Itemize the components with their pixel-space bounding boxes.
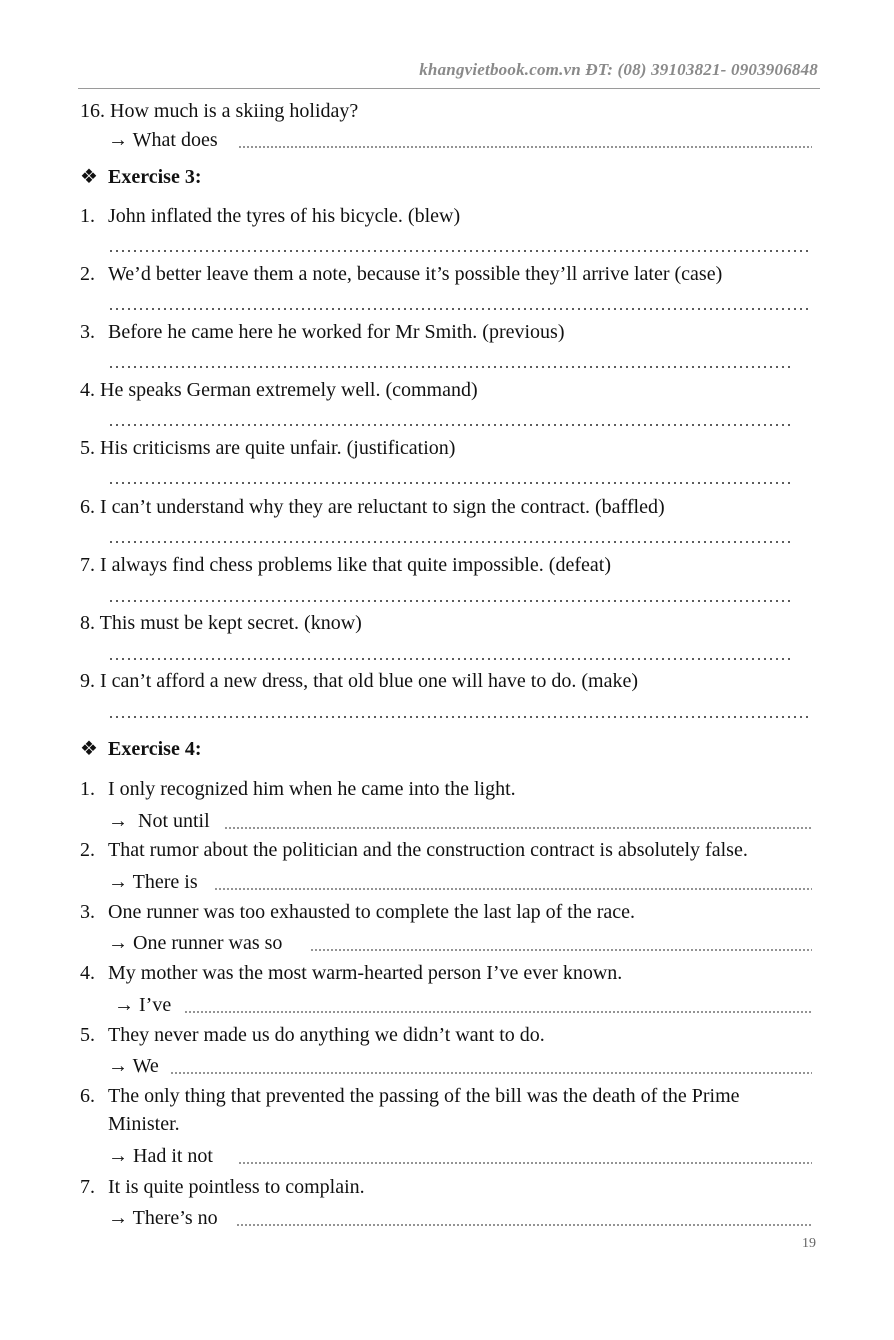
ex3-item: 9. I can’t afford a new dress, that old blue one will have to do. (make)	[80, 670, 638, 692]
ex4-answer-line: → Not until	[108, 810, 210, 832]
q16-text: 16. How much is a skiing holiday?	[80, 100, 359, 122]
answer-dotted-line[interactable]	[108, 716, 812, 718]
arrow-icon: →	[108, 871, 128, 893]
header-contact: khangvietbook.com.vn ĐT: (08) 39103821- 0903906848	[419, 60, 818, 79]
diamond-bullet-icon: ❖	[80, 166, 98, 188]
exercise-4-title: Exercise 4:	[108, 738, 202, 760]
ex4-item: 3. One runner was too exhausted to complete the last lap of the race.	[80, 901, 636, 923]
answer-dotted-line[interactable]	[238, 1162, 812, 1164]
answer-dotted-line[interactable]	[108, 482, 792, 484]
diamond-bullet-icon: ❖	[80, 738, 98, 760]
ex4-item-continued: Minister.	[108, 1113, 180, 1135]
ex4-item: 6. The only thing that prevented the passing of the bill was the death of the Prime	[80, 1085, 740, 1107]
arrow-icon: →	[114, 994, 134, 1016]
answer-dotted-line[interactable]	[108, 250, 812, 252]
arrow-icon: →	[108, 1207, 128, 1229]
answer-prompt: What does	[132, 129, 218, 151]
arrow-icon: →	[108, 1145, 128, 1167]
ex4-item: 2. That rumor about the politician and the construction contract is absolutely false.	[80, 839, 748, 861]
answer-dotted-line[interactable]	[108, 424, 792, 426]
arrow-icon: →	[108, 129, 128, 151]
answer-dotted-line[interactable]	[236, 1224, 812, 1226]
arrow-icon: →	[108, 1055, 128, 1077]
ex4-answer-line: → There is	[108, 871, 198, 893]
ex4-item: 5. They never made us do anything we didn’t want to do.	[80, 1024, 545, 1046]
answer-dotted-line[interactable]	[310, 949, 812, 951]
ex4-answer-line: → We	[108, 1055, 159, 1077]
ex3-item: 1. John inflated the tyres of his bicycle. (blew)	[80, 205, 461, 227]
ex4-answer-line: → Had it not	[108, 1145, 213, 1167]
answer-dotted-line[interactable]	[224, 827, 812, 829]
ex4-answer-line: → One runner was so	[108, 932, 283, 954]
answer-dotted-line[interactable]	[108, 541, 792, 543]
exercise-4-heading	[80, 737, 202, 761]
answer-dotted-line[interactable]	[184, 1011, 812, 1013]
arrow-icon: →	[108, 932, 128, 954]
answer-dotted-line[interactable]	[108, 658, 792, 660]
ex3-item: 2. We’d better leave them a note, because it’s possible they’ll arrive later (case)	[80, 263, 723, 285]
ex4-item: 4. My mother was the most warm-hearted person I’ve ever known.	[80, 962, 623, 984]
answer-dotted-line[interactable]	[214, 888, 812, 890]
ex3-item: 5. His criticisms are quite unfair. (justification)	[80, 437, 456, 459]
q16-answer-line	[108, 128, 218, 152]
exercise-3-title: Exercise 3:	[108, 166, 202, 188]
answer-dotted-line[interactable]	[108, 308, 812, 310]
ex3-item: 8. This must be kept secret. (know)	[80, 612, 362, 634]
ex4-item: 1. I only recognized him when he came into the light.	[80, 778, 516, 800]
answer-dotted-line[interactable]	[238, 146, 812, 148]
ex4-item: 7. It is quite pointless to complain.	[80, 1176, 365, 1198]
exercise-3-heading	[80, 165, 202, 189]
answer-dotted-line[interactable]	[108, 600, 792, 602]
ex3-item: 3. Before he came here he worked for Mr Smith. (previous)	[80, 321, 565, 343]
answer-dotted-line[interactable]	[170, 1072, 812, 1074]
ex4-answer-line: → I’ve	[114, 994, 172, 1016]
ex3-item: 7. I always find chess problems like that quite impossible. (defeat)	[80, 554, 611, 576]
page-header	[78, 58, 820, 89]
arrow-icon: →	[108, 810, 128, 832]
answer-dotted-line[interactable]	[108, 366, 792, 368]
ex4-answer-line: → There’s no	[108, 1207, 218, 1229]
ex3-item: 4. He speaks German extremely well. (command)	[80, 379, 478, 401]
page-number: 19	[802, 1236, 816, 1251]
ex3-item: 6. I can’t understand why they are reluctant to sign the contract. (baffled)	[80, 496, 665, 518]
